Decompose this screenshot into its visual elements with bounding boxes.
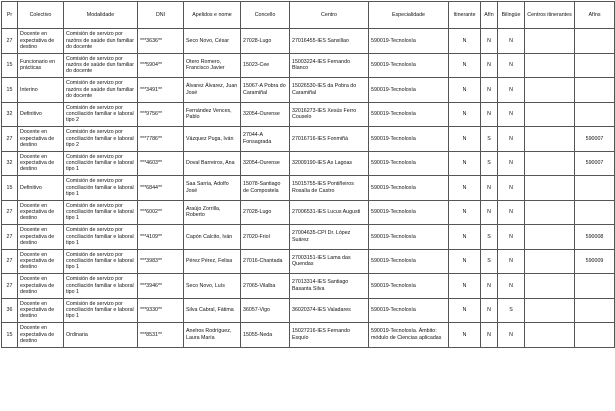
cell-centro: 15003224-IES Fernando Blanco [290,53,369,78]
cell-afin: N [481,176,498,201]
cell-centros-itinerantes [525,225,575,250]
cell-modalidade: Comisión de servizo por conciliación familiar e laboral tipo 1 [64,298,138,323]
cell-pr: 15 [2,323,18,348]
cell-bilingue: N [498,176,525,201]
cell-apelidos: Araújo Zorrilla, Roberto [184,200,241,225]
cell-concello: 15067-A Pobra do Caramiñal [241,78,290,103]
header-colectivo: Colectivo [18,2,64,29]
cell-concello: 27020-Friol [241,225,290,250]
cell-afins [575,298,615,323]
cell-concello: 27065-Vilalba [241,274,290,299]
cell-afins [575,78,615,103]
cell-centro: 15026530-IES da Pobra do Caramiñal [290,78,369,103]
cell-modalidade: Comisión de servizo por razóns de saúde dun familiar do docente [64,29,138,54]
cell-especialidade: 590019-Tecnoloxía [369,200,449,225]
header-row [2,2,615,29]
cell-itinerante: N [449,225,481,250]
cell-bilingue: N [498,29,525,54]
cell-bilingue: N [498,323,525,348]
cell-pr: 27 [2,225,18,250]
cell-afin: N [481,102,498,127]
cell-afin: N [481,200,498,225]
cell-centros-itinerantes [525,298,575,323]
cell-concello: 27028-Lugo [241,200,290,225]
header-apelidos: Apelidos e nome [184,2,241,29]
cell-afin: N [481,298,498,323]
cell-centros-itinerantes [525,102,575,127]
cell-modalidade: Comisión de servizo por conciliación familiar e laboral tipo 2 [64,102,138,127]
cell-especialidade: 590019-Tecnoloxía [369,102,449,127]
cell-afin: N [481,274,498,299]
cell-modalidade: Comisión de servizo por conciliación familiar e laboral tipo 1 [64,200,138,225]
cell-colectivo: Docente en expectativa de destino [18,323,64,348]
cell-apelidos: Silva Cabral, Fátima [184,298,241,323]
cell-apelidos: Vázquez Puga, Iván [184,127,241,152]
cell-apelidos: Seco Novo, Luís [184,274,241,299]
cell-centro: 36020374-IES Valadares [290,298,369,323]
cell-pr: 27 [2,127,18,152]
cell-centro: 15015755-IES Pontiñeiros Rosalía de Castro [290,176,369,201]
cell-bilingue: N [498,249,525,274]
cell-afin: S [481,225,498,250]
cell-pr: 32 [2,102,18,127]
cell-apelidos: Doval Barreiros, Ana [184,151,241,176]
table-row [2,323,615,348]
cell-afins [575,176,615,201]
cell-concello: 15023-Cee [241,53,290,78]
table-row [2,298,615,323]
cell-centros-itinerantes [525,53,575,78]
table-row [2,151,615,176]
cell-itinerante: N [449,249,481,274]
cell-apelidos: Otero Romero, Francisco Javier [184,53,241,78]
cell-colectivo: Docente en expectativa de destino [18,151,64,176]
header-concello: Concello [241,2,290,29]
header-itinerante: Itinerante [449,2,481,29]
cell-dni: ***7786** [138,127,184,152]
cell-centros-itinerantes [525,78,575,103]
table-row [2,29,615,54]
cell-especialidade: 590019-Tecnoloxía [369,151,449,176]
cell-pr: 27 [2,274,18,299]
cell-centros-itinerantes [525,249,575,274]
cell-pr: 15 [2,53,18,78]
cell-afins [575,102,615,127]
cell-concello: 15078-Santiago de Compostela [241,176,290,201]
table-row [2,78,615,103]
cell-afins [575,53,615,78]
cell-itinerante: N [449,298,481,323]
cell-itinerante: N [449,274,481,299]
cell-bilingue: N [498,127,525,152]
cell-pr: 27 [2,29,18,54]
cell-centro: 27004635-CPI Dr. López Suárez [290,225,369,250]
cell-dni: ***3946** [138,274,184,299]
cell-colectivo: Docente en expectativa de destino [18,298,64,323]
cell-modalidade: Comisión de servizo por conciliación familiar e laboral tipo 2 [64,127,138,152]
cell-afins: 590009 [575,249,615,274]
cell-modalidade: Comisión de servizo por conciliación familiar e laboral tipo 1 [64,176,138,201]
cell-apelidos: Seco Novo, César [184,29,241,54]
cell-modalidade: Comisión de servizo por conciliación familiar e laboral tipo 1 [64,249,138,274]
cell-pr: 27 [2,249,18,274]
header-dni: DNI [138,2,184,29]
assignments-table [1,1,615,348]
cell-colectivo: Docente en expectativa de destino [18,249,64,274]
cell-apelidos: Fernández Vences, Pablo [184,102,241,127]
cell-centros-itinerantes [525,323,575,348]
cell-concello: 36057-Vigo [241,298,290,323]
cell-centro: 27016716-IES Fonmiñá [290,127,369,152]
cell-especialidade: 590019-Tecnoloxía [369,298,449,323]
cell-pr: 15 [2,78,18,103]
cell-colectivo: Interino [18,78,64,103]
header-especialidade: Especialidade [369,2,449,29]
cell-colectivo: Definitivo [18,102,64,127]
cell-afins [575,200,615,225]
table-row [2,225,615,250]
cell-concello: 27028-Lugo [241,29,290,54]
cell-colectivo: Docente en expectativa de destino [18,127,64,152]
cell-modalidade: Comisión de servizo por razóns de saúde dun familiar do docente [64,78,138,103]
table-row [2,102,615,127]
cell-colectivo: Definitivo [18,176,64,201]
cell-especialidade: 590019-Tecnoloxía. Ámbito: módulo de Ciencias aplicadas [369,323,449,348]
cell-itinerante: N [449,176,481,201]
cell-pr: 27 [2,200,18,225]
cell-itinerante: N [449,53,481,78]
cell-concello: 32054-Ourense [241,151,290,176]
cell-dni: ***6002** [138,200,184,225]
cell-colectivo: Docente en expectativa de destino [18,200,64,225]
cell-centros-itinerantes [525,200,575,225]
table-row [2,127,615,152]
cell-afin: N [481,53,498,78]
cell-centro: 27003151-IES Lama das Quendas [290,249,369,274]
header-centro: Centro [290,2,369,29]
cell-afins [575,29,615,54]
cell-colectivo: Docente en expectativa de destino [18,274,64,299]
cell-especialidade: 590019-Tecnoloxía [369,249,449,274]
cell-bilingue: N [498,225,525,250]
cell-centro: 27006531-IES Lucus Augusti [290,200,369,225]
cell-afins [575,323,615,348]
cell-bilingue: N [498,53,525,78]
cell-itinerante: N [449,200,481,225]
cell-modalidade: Ordinaria [64,323,138,348]
cell-especialidade: 590019-Tecnoloxía [369,127,449,152]
cell-pr: 32 [2,151,18,176]
cell-afins: 590007 [575,127,615,152]
cell-concello: 27044-A Fonsagrada [241,127,290,152]
cell-dni: ***5904** [138,53,184,78]
header-bilingue: Bilingüe [498,2,525,29]
cell-centros-itinerantes [525,29,575,54]
cell-afin: N [481,323,498,348]
cell-concello: 15055-Neda [241,323,290,348]
cell-modalidade: Comisión de servizo por conciliación familiar e laboral tipo 1 [64,225,138,250]
table-row [2,249,615,274]
cell-apelidos: Pérez Pérez, Felisa [184,249,241,274]
header-modalidade: Modalidade [64,2,138,29]
cell-colectivo: Funcionario en prácticas [18,53,64,78]
cell-modalidade: Comisión de servizo por razóns de saúde dun familiar do docente [64,53,138,78]
cell-afin: S [481,151,498,176]
cell-centro: 32009190-IES As Lagoas [290,151,369,176]
cell-dni: ***9330** [138,298,184,323]
cell-afins [575,274,615,299]
cell-centro: 27016455-IES Sanxillao [290,29,369,54]
cell-afin: S [481,249,498,274]
cell-itinerante: N [449,323,481,348]
cell-apelidos: Anelros Rodríguez, Laura María [184,323,241,348]
cell-afin: S [481,127,498,152]
cell-itinerante: N [449,102,481,127]
cell-centros-itinerantes [525,127,575,152]
cell-centros-itinerantes [525,176,575,201]
header-centros-itinerantes: Centros itinerantes [525,2,575,29]
cell-apelidos: Álvarez Álvarez, Juan José [184,78,241,103]
cell-bilingue: N [498,78,525,103]
cell-afin: N [481,29,498,54]
cell-especialidade: 590019-Tecnoloxía [369,29,449,54]
header-afin: Afín [481,2,498,29]
cell-apelidos: Saa Sarria, Adolfo José [184,176,241,201]
header-afins: Afíns [575,2,615,29]
cell-centro: 15027216-IES Fernando Esquío [290,323,369,348]
table-row [2,200,615,225]
cell-apelidos: Capón Calcito, Iván [184,225,241,250]
cell-itinerante: N [449,78,481,103]
cell-centros-itinerantes [525,151,575,176]
cell-bilingue: S [498,298,525,323]
cell-especialidade: 590019-Tecnoloxía [369,78,449,103]
cell-dni: ***9756** [138,102,184,127]
cell-dni: ***4603** [138,151,184,176]
cell-centro: 32016273-IES Xesús Ferro Couselo [290,102,369,127]
table-row [2,53,615,78]
cell-itinerante: N [449,29,481,54]
cell-especialidade: 590019-Tecnoloxía [369,274,449,299]
table-row [2,274,615,299]
cell-afin: N [481,78,498,103]
cell-modalidade: Comisión de servizo por conciliación familiar e laboral tipo 1 [64,274,138,299]
cell-bilingue: N [498,200,525,225]
cell-centros-itinerantes [525,274,575,299]
cell-modalidade: Comisión de servizo por conciliación familiar e laboral tipo 1 [64,151,138,176]
cell-concello: 32054-Ourense [241,102,290,127]
cell-especialidade: 590019-Tecnoloxía [369,176,449,201]
cell-colectivo: Docente en expectativa de destino [18,29,64,54]
cell-dni: ***3983** [138,249,184,274]
cell-especialidade: 590019-Tecnoloxía [369,53,449,78]
cell-bilingue: N [498,274,525,299]
cell-bilingue: N [498,151,525,176]
cell-afins: 590008 [575,225,615,250]
cell-concello: 27016-Chantada [241,249,290,274]
table-row [2,176,615,201]
cell-itinerante: N [449,151,481,176]
cell-centro: 27013314-IES Santiago Basanta Silva [290,274,369,299]
cell-dni: ***8531** [138,323,184,348]
cell-especialidade: 590019-Tecnoloxía [369,225,449,250]
cell-afins: 590007 [575,151,615,176]
cell-dni: ***6844** [138,176,184,201]
cell-bilingue: N [498,102,525,127]
header-pr: Pr [2,2,18,29]
cell-itinerante: N [449,127,481,152]
cell-dni: ***4109** [138,225,184,250]
cell-dni: ***3636** [138,29,184,54]
cell-pr: 15 [2,176,18,201]
cell-pr: 36 [2,298,18,323]
cell-colectivo: Docente en expectativa de destino [18,225,64,250]
cell-dni: ***3491** [138,78,184,103]
